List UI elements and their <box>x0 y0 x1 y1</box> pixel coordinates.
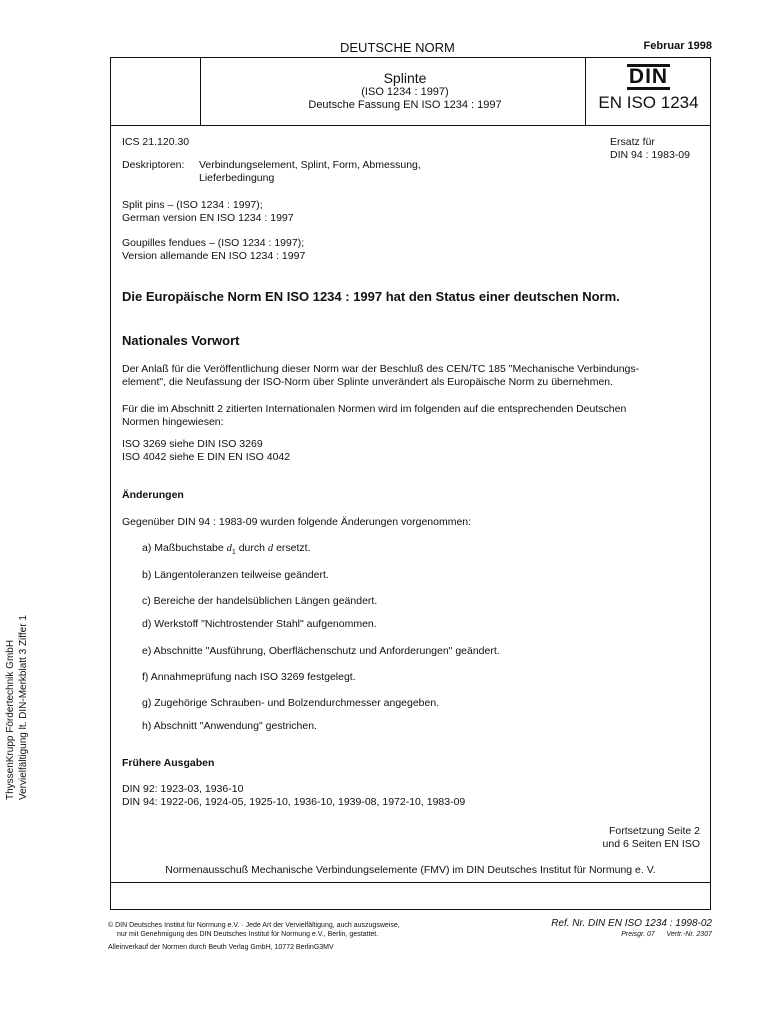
reference-line2: ISO 4042 siehe E DIN EN ISO 4042 <box>122 451 291 463</box>
changes-heading: Änderungen <box>122 489 184 501</box>
version-line: Deutsche Fassung EN ISO 1234 : 1997 <box>308 99 502 111</box>
changes-intro: Gegenüber DIN 94 : 1983-09 wurden folgende Änderungen vorgenommen: <box>122 516 472 528</box>
descriptors-line1: Verbindungselement, Splint, Form, Abmessung, <box>199 159 421 171</box>
issue-date: Februar 1998 <box>643 40 712 52</box>
vorwort-p2-line2: Normen hingewiesen: <box>122 416 224 428</box>
earlier-editions-line1: DIN 92: 1923-03, 1936-10 <box>122 783 244 795</box>
change-item-a-pre: a) Maßbuchstabe <box>142 542 227 554</box>
continuation-line1: Fortsetzung Seite 2 <box>608 825 700 837</box>
standard-name: Splinte <box>383 70 427 86</box>
status-statement: Die Europäische Norm EN ISO 1234 : 1997 hat den Status einer deutschen Norm. <box>122 289 620 304</box>
english-title-line2: German version EN ISO 1234 : 1997 <box>122 212 294 224</box>
french-title-line2: Version allemande EN ISO 1234 : 1997 <box>122 250 306 262</box>
change-item-b: b) Längentoleranzen teilweise geändert. <box>142 569 329 581</box>
committee-line: Normenausschuß Mechanische Verbindungselemente (FMV) im DIN Deutsches Institut für Normung e. V. <box>165 864 656 876</box>
symbol-d2: d <box>267 543 274 554</box>
sales-notice: Alleinverkauf der Normen durch Beuth Verlag GmbH, 10772 BerlinG3MV <box>108 944 334 951</box>
change-item-a <box>142 542 311 559</box>
replaces-line2: DIN 94 : 1983-09 <box>610 149 690 161</box>
din-block <box>585 64 712 113</box>
replaces-line1: Ersatz für <box>610 136 655 148</box>
change-item-f: f) Annahmeprüfung nach ISO 3269 festgelegt. <box>142 671 356 683</box>
descriptors-label: Deskriptoren: <box>122 159 185 171</box>
symbol-d: d <box>226 543 232 554</box>
din-number: EN ISO 1234 <box>598 93 699 112</box>
iso-reference: (ISO 1234 : 1997) <box>361 86 449 98</box>
price-group: Preisgr. 07 Vertr.-Nr. 2307 <box>621 931 712 938</box>
copyright-line1: © DIN Deutsches Institut für Normung e.V. · Jede Art der Vervielfältigung, auch auszugsweise, <box>108 922 400 929</box>
title-block <box>200 70 610 112</box>
ics-code: ICS 21.120.30 <box>122 136 190 148</box>
side-note-line2: Vervielfältigung lt. DIN-Merkblatt 3 Ziffer 1 <box>18 615 29 800</box>
reference-line1: ISO 3269 siehe DIN ISO 3269 <box>122 438 263 450</box>
french-title-line1: Goupilles fendues – (ISO 1234 : 1997); <box>122 237 305 249</box>
continuation-line2: und 6 Seiten EN ISO <box>602 838 700 850</box>
change-item-c: c) Bereiche der handelsüblichen Längen geändert. <box>142 595 378 607</box>
change-item-e: e) Abschnitte "Ausführung, Oberflächenschutz und Anforderungen" geändert. <box>142 645 500 657</box>
reference-number: Ref. Nr. DIN EN ISO 1234 : 1998-02 <box>551 918 712 929</box>
copyright-line2: nur mit Genehmigung des DIN Deutsches Institut für Normung e.V., Berlin, gestattet. <box>117 931 379 938</box>
descriptors-line2: Lieferbedingung <box>199 172 275 184</box>
change-item-d: d) Werkstoff "Nichtrostender Stahl" aufgenommen. <box>142 618 377 630</box>
symbol-subscript: 1 <box>231 549 236 557</box>
change-item-a-post: ersetzt. <box>273 542 311 554</box>
earlier-editions-heading: Frühere Ausgaben <box>122 757 215 769</box>
vorwort-p1-line2: element", die Neufassung der ISO-Norm über Splinte unverändert als Europäische Norm zu übernehmen. <box>122 376 614 388</box>
english-title-line1: Split pins – (ISO 1234 : 1997); <box>122 199 263 211</box>
committee-top-divider <box>111 882 710 883</box>
document-type: DEUTSCHE NORM <box>340 40 455 55</box>
side-note-line1: ThyssenKrupp Fördertechnik GmbH <box>5 639 16 800</box>
title-bottom-divider <box>111 125 710 126</box>
din-logo: DIN <box>628 65 669 88</box>
earlier-editions-line2: DIN 94: 1922-06, 1924-05, 1925-10, 1936-10, 1939-08, 1972-10, 1983-09 <box>122 796 466 808</box>
vorwort-heading: Nationales Vorwort <box>122 333 240 348</box>
side-note <box>4 615 30 800</box>
change-item-a-mid: durch <box>235 542 268 554</box>
change-item-h: h) Abschnitt "Anwendung" gestrichen. <box>142 720 317 732</box>
change-item-g: g) Zugehörige Schrauben- und Bolzendurchmesser angegeben. <box>142 697 440 709</box>
vorwort-p2-line1: Für die im Abschnitt 2 zitierten Internationalen Normen wird im folgenden auf die entsprechenden Deutschen <box>122 403 627 415</box>
vorwort-p1-line1: Der Anlaß für die Veröffentlichung dieser Norm war der Beschluß des CEN/TC 185 "Mechanische Verbindungs- <box>122 363 640 375</box>
